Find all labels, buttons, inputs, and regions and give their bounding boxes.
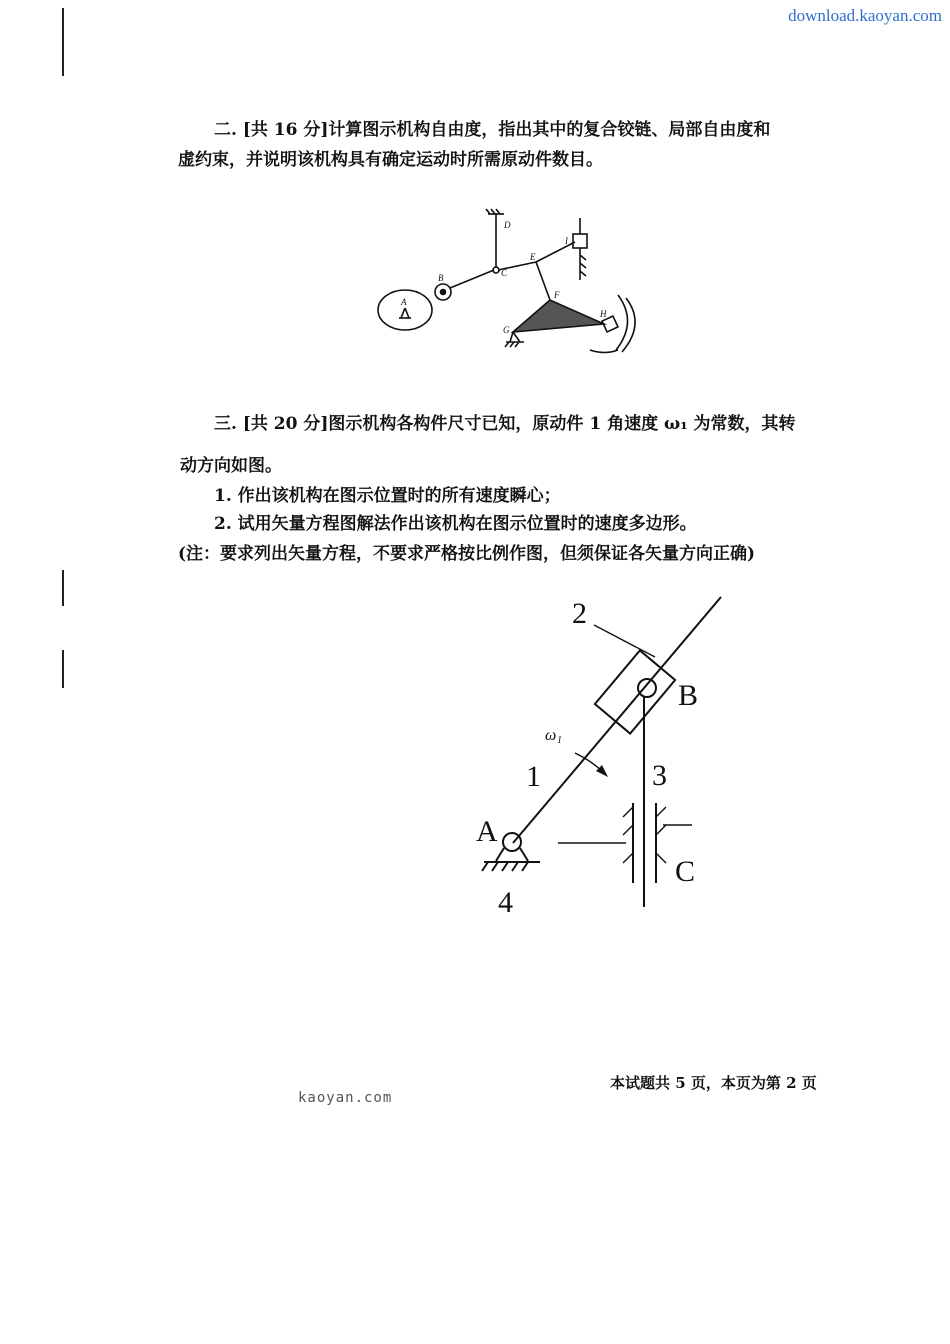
label-f: F: [554, 290, 560, 300]
problem3-item2: 2. 试用矢量方程图解法作出该机构在图示位置时的速度多边形。: [214, 514, 697, 534]
label-link-1: 1: [526, 760, 541, 793]
problem3-item1: 1. 作出该机构在图示位置时的所有速度瞬心；: [214, 486, 561, 506]
label-e: E: [530, 252, 536, 262]
problem3-note: (注：要求列出矢量方程，不要求严格按比例作图，但须保证各矢量方向正确): [178, 544, 756, 564]
label-a: A: [401, 297, 407, 307]
label-g: G: [503, 325, 510, 335]
scan-artifact-line: [62, 650, 64, 688]
label-c: C: [501, 268, 508, 278]
label-b: B: [678, 679, 699, 712]
problem2-mechanism-figure: [370, 200, 650, 370]
triangle-link-fgh: [513, 300, 604, 332]
page-info: 本试题共 5 页，本页为第 2 页: [610, 1074, 817, 1092]
label-link-3: 3: [652, 759, 667, 792]
problem3-mechanism-figure: [460, 585, 740, 925]
problem2-line1: 二. [共 16 分]计算图示机构自由度，指出其中的复合铰链、局部自由度和: [214, 120, 771, 140]
label-h: H: [600, 309, 607, 319]
watermark: kaoyan.com: [298, 1090, 393, 1106]
header-url[interactable]: download.kaoyan.com: [788, 6, 942, 25]
label-ground-4: 4: [498, 886, 513, 919]
pin-b: [638, 679, 656, 697]
scan-artifact-line: [62, 8, 64, 76]
scan-artifact-line: [62, 570, 64, 606]
label-link-2: 2: [572, 597, 587, 630]
label-omega: ω: [545, 727, 557, 744]
label-c: C: [675, 855, 696, 888]
problem3-line2: 动方向如图。: [180, 456, 282, 476]
label-b: B: [438, 273, 444, 283]
label-a: A: [476, 815, 498, 848]
problem3-line1: 三. [共 20 分]图示机构各构件尺寸已知，原动件 1 角速度 ω₁ 为常数，其转: [214, 414, 796, 434]
pivot-a: [503, 833, 521, 851]
link-1: [513, 597, 721, 843]
problem2-line2: 虚约束，并说明该机构具有确定运动时所需原动件数目。: [178, 150, 603, 170]
label-omega-sub: 1: [557, 735, 562, 746]
label-d: D: [504, 220, 511, 230]
label-i: I: [565, 236, 568, 246]
slider-block-2: [595, 650, 675, 733]
